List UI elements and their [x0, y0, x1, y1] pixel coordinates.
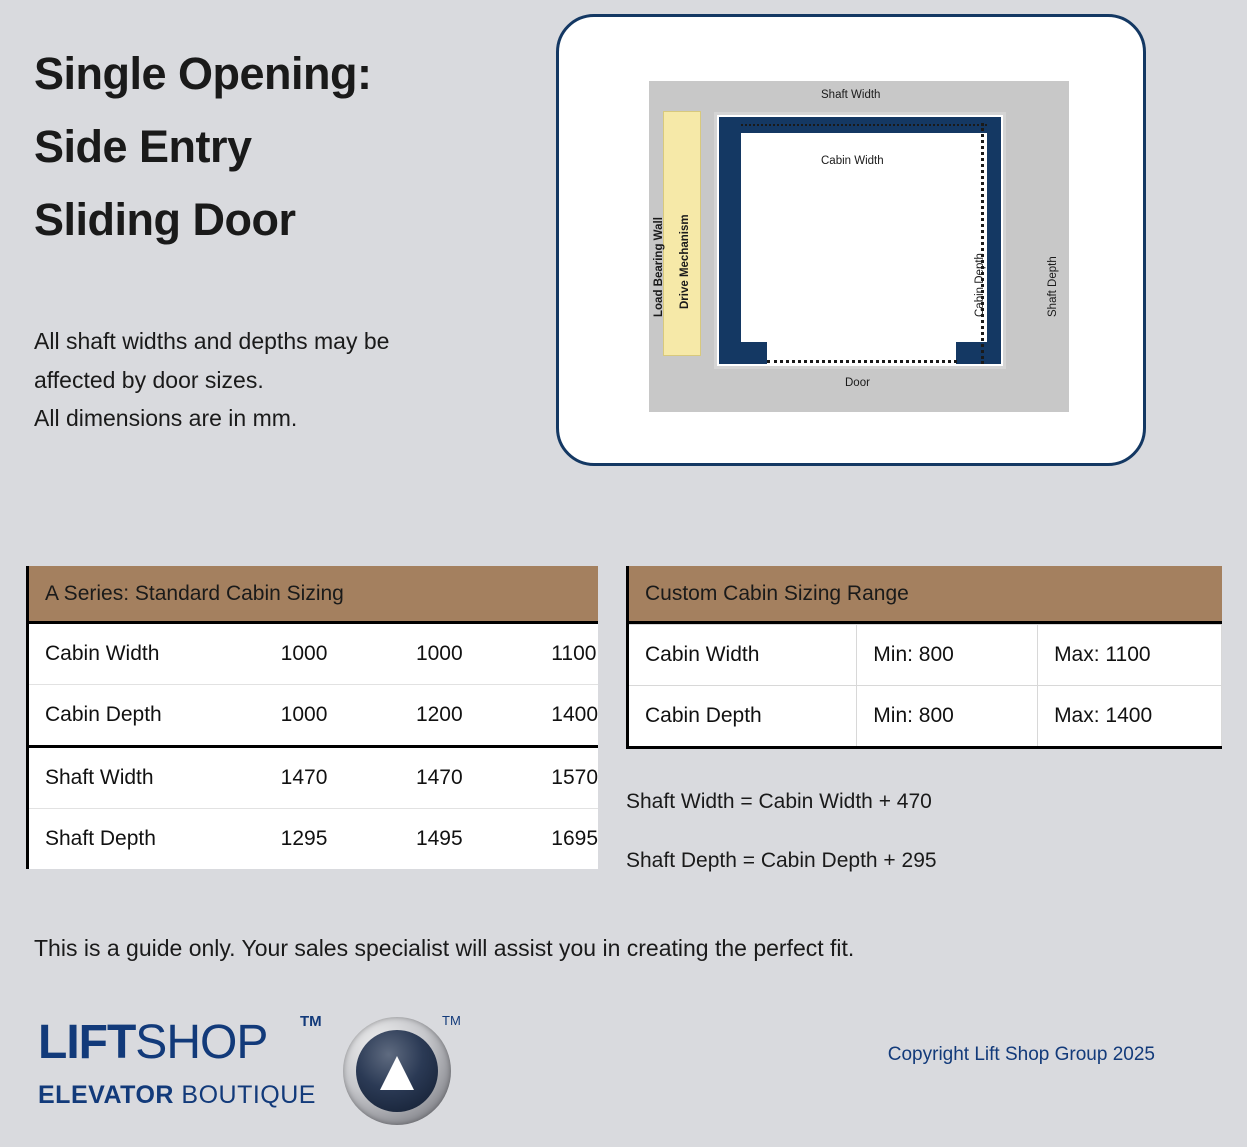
logo-badge-icon — [343, 1017, 451, 1125]
logo-badge-inner — [356, 1030, 438, 1112]
trademark-icon: TM — [300, 1013, 322, 1030]
shaft-width-formula: Shaft Width = Cabin Width + 470 — [626, 790, 932, 813]
liftshop-logo — [38, 1005, 461, 1125]
custom-sizing-table — [626, 566, 1222, 749]
cabin-wall-right — [987, 123, 1001, 364]
label-shaft-width: Shaft Width — [821, 89, 881, 101]
row-value-3: 1695 — [551, 827, 598, 850]
guide-note: This is a guide only. Your sales specialist will assist you in creating the perfect fit. — [34, 935, 855, 961]
row-value-2: 1495 — [415, 827, 463, 850]
logo-tagline-thin: BOUTIQUE — [173, 1081, 316, 1109]
shaft-diagram-card — [556, 14, 1146, 466]
cabin-corner-bottom-right — [956, 342, 1001, 364]
row-max: Max: 1100 — [1038, 625, 1222, 686]
intro-line-2: affected by door sizes. — [34, 366, 264, 393]
row-label: Cabin Depth — [28, 685, 265, 747]
row-value-2: 1000 — [400, 624, 535, 685]
row-value-2: 1470 — [400, 747, 535, 809]
row-label: Cabin Width — [628, 625, 857, 686]
logo-tagline — [38, 1081, 316, 1110]
cabin-dotted-right — [981, 123, 984, 364]
table-row — [28, 747, 599, 809]
row-value-3: 1570 — [535, 747, 598, 809]
table-row — [628, 686, 1222, 748]
copyright-text: Copyright Lift Shop Group 2025 — [887, 1044, 1155, 1065]
label-cabin-width: Cabin Width — [821, 155, 884, 167]
title-line-3: Sliding Door — [34, 193, 296, 245]
door-opening-dotted — [767, 360, 957, 363]
row-min: Min: 800 — [857, 686, 1038, 748]
up-arrow-icon — [380, 1056, 414, 1090]
row-max: Max: 1400 — [1038, 686, 1222, 748]
cabin-outline — [714, 112, 1006, 369]
intro-line-3: All dimensions are in mm. — [34, 405, 298, 432]
row-min: Min: 800 — [857, 625, 1038, 686]
shaft-diagram — [649, 67, 1069, 412]
row-label: Cabin Width — [28, 624, 265, 685]
shaft-depth-formula: Shaft Depth = Cabin Depth + 295 — [626, 849, 937, 872]
row-value-3: 1100 — [535, 624, 598, 685]
intro-text — [34, 322, 534, 438]
custom-sizing-table-header: Custom Cabin Sizing Range — [626, 566, 1222, 624]
table-row — [28, 624, 599, 685]
row-value-1: 1470 — [265, 747, 400, 809]
label-cabin-depth: Cabin Depth — [974, 253, 986, 317]
row-value-1: 1000 — [265, 624, 400, 685]
row-value-1: 1295 — [280, 827, 328, 850]
table-row — [28, 809, 599, 870]
row-label: Shaft Depth — [28, 809, 265, 870]
table-row — [628, 625, 1222, 686]
row-value-3: 1400 — [535, 685, 598, 747]
cabin-corner-bottom-left — [719, 342, 767, 364]
intro-line-1: All shaft widths and depths may be — [34, 328, 390, 354]
label-door: Door — [845, 377, 870, 389]
logo-tagline-bold: ELEVATOR — [38, 1081, 174, 1109]
row-value-1: 1000 — [265, 685, 400, 747]
standard-sizing-table — [26, 566, 598, 869]
page-title — [34, 38, 534, 257]
title-line-2: Side Entry — [34, 120, 252, 172]
cabin-dotted-top — [741, 124, 987, 126]
custom-sizing-table-body — [626, 624, 1222, 749]
row-label: Shaft Width — [28, 747, 265, 809]
logo-lift: LIFT — [38, 1016, 136, 1069]
label-shaft-depth: Shaft Depth — [1047, 256, 1059, 317]
title-line-1: Single Opening: — [34, 48, 372, 99]
logo-wordmark — [38, 1015, 267, 1070]
table-row — [28, 685, 599, 747]
row-label: Cabin Depth — [628, 686, 857, 748]
standard-sizing-table-body — [26, 624, 598, 869]
standard-sizing-table-header: A Series: Standard Cabin Sizing — [26, 566, 598, 624]
label-load-bearing-wall: Load Bearing Wall — [653, 217, 665, 317]
trademark-icon-secondary: TM — [442, 1013, 461, 1028]
row-value-2: 1200 — [400, 685, 535, 747]
cabin-wall-left — [719, 117, 741, 364]
logo-shop: SHOP — [135, 1016, 268, 1069]
label-drive-mechanism: Drive Mechanism — [679, 214, 691, 309]
